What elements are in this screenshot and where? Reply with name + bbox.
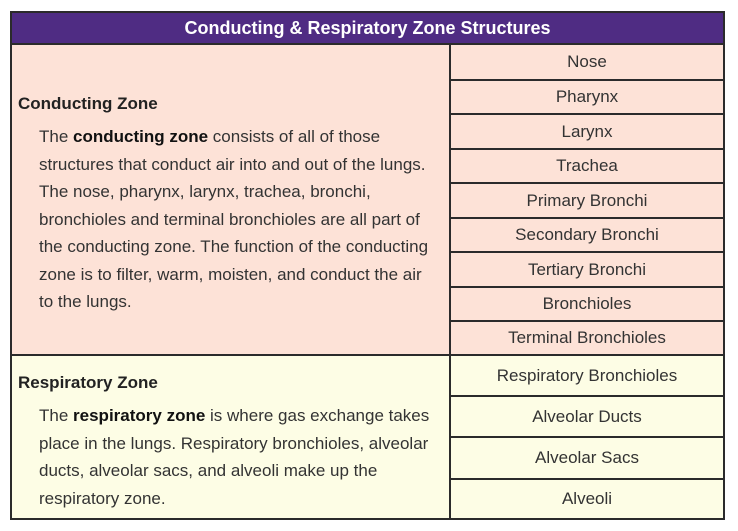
conducting-zone-section: [12, 45, 723, 356]
structure-alveolar-ducts: Alveolar Ducts: [451, 397, 723, 438]
structure-primary-bronchi: Primary Bronchi: [451, 184, 723, 219]
conducting-zone-term: conducting zone: [73, 127, 209, 146]
structure-terminal-bronchioles: Terminal Bronchioles: [508, 328, 666, 347]
respiratory-structures-list: [451, 356, 723, 518]
structure-trachea: Trachea: [451, 150, 723, 184]
structure-secondary-bronchi: Secondary Bronchi: [451, 219, 723, 253]
respiratory-zone-description: [12, 356, 451, 518]
conducting-structures-list: [451, 45, 723, 354]
table-title: Conducting & Respiratory Zone Structures: [12, 13, 723, 45]
zone-structures-table: [10, 11, 725, 520]
structure-pharynx: Pharynx: [451, 81, 723, 115]
conducting-zone-description: [12, 45, 451, 354]
structure-tertiary-bronchi: Tertiary Bronchi: [451, 253, 723, 288]
respiratory-zone-heading: Respiratory Zone: [18, 373, 158, 392]
conducting-zone-heading: Conducting Zone: [18, 94, 158, 113]
respiratory-zone-text: The respiratory zone is where gas exchange takes place in the lungs. Respiratory bronchioles, alveolar ducts, alveolar sacs, and alveoli make up the respiratory zone.: [39, 406, 430, 508]
structure-respiratory-bronchioles: Respiratory Bronchioles: [451, 356, 723, 397]
structure-alveolar-sacs: Alveolar Sacs: [451, 438, 723, 480]
respiratory-zone-term: respiratory zone: [73, 406, 206, 425]
structure-larynx: Larynx: [451, 115, 723, 150]
structure-nose: Nose: [451, 45, 723, 81]
structure-bronchioles: Bronchioles: [451, 288, 723, 322]
respiratory-zone-section: [12, 356, 723, 518]
conducting-zone-text: The conducting zone consists of all of those structures that conduct air into and out of the lungs. The nose, pharynx, larynx, trachea, bronchi, bronchioles and terminal bronchioles are all part of the conducting zone. The function of the conducting zone is to filter, warm, moisten, and conduct the air to the lungs.: [39, 127, 429, 311]
structure-alveoli: Alveoli: [561, 489, 613, 508]
